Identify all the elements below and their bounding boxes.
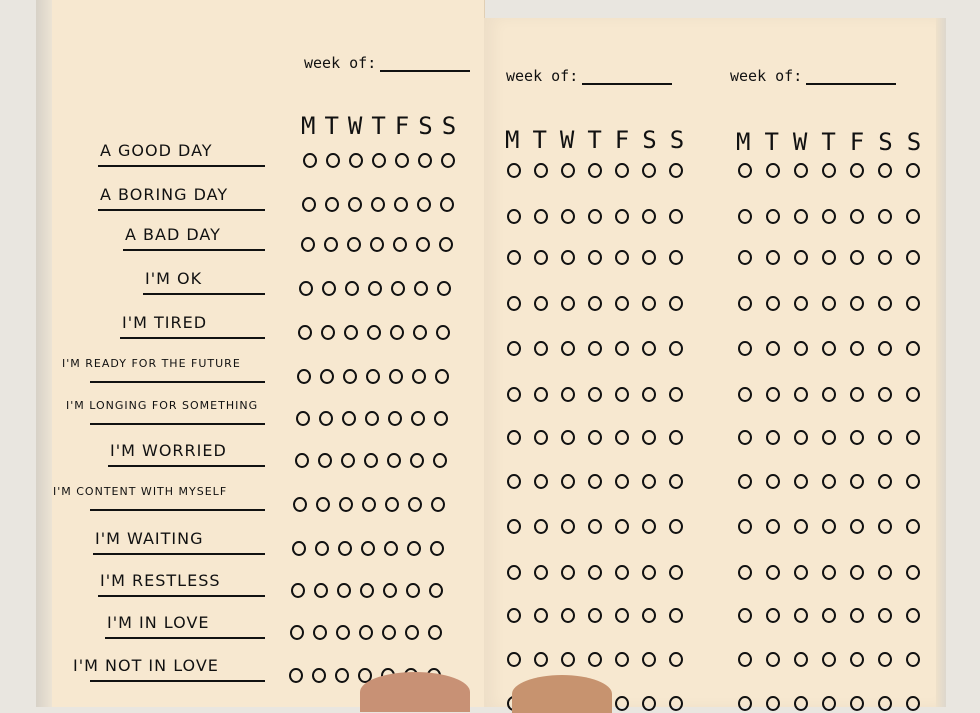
day-checkbox[interactable] [507,652,521,667]
day-checkbox[interactable] [418,153,432,168]
day-checkbox[interactable] [738,387,752,402]
day-checkbox[interactable] [416,237,430,252]
day-checkbox[interactable] [507,296,521,311]
day-checkbox[interactable] [588,519,602,534]
day-checkbox[interactable] [738,209,752,224]
day-checkbox[interactable] [878,250,892,265]
day-checkbox[interactable] [878,519,892,534]
day-checkbox[interactable] [669,696,683,711]
day-checkbox[interactable] [850,696,864,711]
day-checkbox[interactable] [794,250,808,265]
day-checkbox[interactable] [291,583,305,598]
day-checkbox[interactable] [794,608,808,623]
week-of-text: week of: [304,54,377,72]
day-checkbox[interactable] [642,519,656,534]
day-checkbox[interactable] [878,565,892,580]
day-checkbox[interactable] [393,237,407,252]
day-checkbox[interactable] [850,474,864,489]
day-checkbox[interactable] [850,209,864,224]
day-checkbox[interactable] [320,369,334,384]
day-checkbox[interactable] [906,387,920,402]
day-checkbox[interactable] [371,197,385,212]
day-checkbox[interactable] [410,453,424,468]
day-checkbox[interactable] [766,519,780,534]
day-checkbox[interactable] [822,250,836,265]
day-checkbox[interactable] [429,583,443,598]
day-checkbox[interactable] [906,565,920,580]
day-checkbox[interactable] [822,296,836,311]
day-checkbox[interactable] [534,387,548,402]
day-checkbox[interactable] [588,209,602,224]
mood-underline [120,337,265,339]
day-checkbox[interactable] [850,387,864,402]
day-checkbox[interactable] [440,197,454,212]
mood-label: I'M READY FOR THE FUTURE [62,357,241,370]
day-checkbox[interactable] [405,625,419,640]
day-checkbox[interactable] [507,163,521,178]
day-checkbox[interactable] [561,430,575,445]
day-checkbox[interactable] [850,652,864,667]
day-checkbox[interactable] [850,341,864,356]
day-checkbox[interactable] [878,296,892,311]
thumb [512,675,612,713]
mood-label: I'M IN LOVE [107,613,210,632]
day-checkbox[interactable] [878,474,892,489]
day-checkbox[interactable] [561,296,575,311]
day-checkbox[interactable] [615,209,629,224]
day-checkbox[interactable] [906,341,920,356]
day-checkbox[interactable] [406,583,420,598]
day-checkbox[interactable] [906,474,920,489]
day-checkbox[interactable] [738,430,752,445]
day-checkbox[interactable] [439,237,453,252]
day-checkbox[interactable] [642,430,656,445]
day-checkbox[interactable] [766,565,780,580]
day-checkbox[interactable] [507,565,521,580]
day-checkbox[interactable] [394,197,408,212]
day-checkbox[interactable] [411,411,425,426]
day-checkbox[interactable] [534,652,548,667]
day-checkbox[interactable] [642,250,656,265]
mood-underline [90,423,265,425]
day-checkbox[interactable] [822,696,836,711]
day-checkbox[interactable] [766,250,780,265]
day-checkbox[interactable] [878,696,892,711]
day-checkbox[interactable] [794,387,808,402]
day-checkbox[interactable] [347,237,361,252]
day-checkbox[interactable] [301,237,315,252]
day-checkbox[interactable] [615,341,629,356]
day-checkbox[interactable] [561,163,575,178]
day-checkbox[interactable] [906,296,920,311]
day-checkbox[interactable] [669,652,683,667]
day-checkbox[interactable] [303,153,317,168]
day-checkbox[interactable] [534,341,548,356]
day-checkbox[interactable] [669,519,683,534]
day-checkbox[interactable] [906,608,920,623]
day-checkbox[interactable] [588,652,602,667]
day-checkbox[interactable] [561,250,575,265]
day-checkbox[interactable] [370,237,384,252]
mood-underline [98,595,265,597]
day-checkbox[interactable] [878,341,892,356]
day-checkbox[interactable] [906,696,920,711]
day-checkbox[interactable] [878,209,892,224]
day-checkbox[interactable] [359,625,373,640]
day-checkbox[interactable] [906,250,920,265]
day-checkbox[interactable] [615,519,629,534]
day-checkbox[interactable] [766,652,780,667]
day-checkbox[interactable] [615,250,629,265]
mood-label: I'M RESTLESS [100,571,221,590]
week-of-text: week of: [730,67,803,85]
day-checkbox[interactable] [534,474,548,489]
day-checkbox[interactable] [669,296,683,311]
day-checkbox[interactable] [507,474,521,489]
day-checkbox[interactable] [312,668,326,683]
day-checkbox[interactable] [561,387,575,402]
day-checkbox[interactable] [669,209,683,224]
week-of-label-1 [304,54,470,72]
day-checkbox[interactable] [738,163,752,178]
day-checkbox[interactable] [534,430,548,445]
day-checkbox[interactable] [342,411,356,426]
day-checkbox[interactable] [766,341,780,356]
mood-underline [143,293,265,295]
day-checkbox[interactable] [615,474,629,489]
day-checkbox[interactable] [669,565,683,580]
day-checkbox[interactable] [314,583,328,598]
day-checkbox[interactable] [534,608,548,623]
day-checkbox[interactable] [615,696,629,711]
weekday-header-1: MTWTFSS [301,112,466,140]
mood-label: I'M TIRED [122,313,208,332]
weekday-header-3: MTWTFSS [736,128,936,156]
day-checkbox[interactable] [906,430,920,445]
day-checkbox[interactable] [588,163,602,178]
day-checkbox[interactable] [642,209,656,224]
day-checkbox[interactable] [588,565,602,580]
day-checkbox[interactable] [642,341,656,356]
day-checkbox[interactable] [794,430,808,445]
day-checkbox[interactable] [348,197,362,212]
day-checkbox[interactable] [360,583,374,598]
day-checkbox[interactable] [738,341,752,356]
day-checkbox[interactable] [295,453,309,468]
day-checkbox[interactable] [615,163,629,178]
day-checkbox[interactable] [383,583,397,598]
day-checkbox[interactable] [324,237,338,252]
day-checkbox[interactable] [794,519,808,534]
day-checkbox[interactable] [766,430,780,445]
day-checkbox[interactable] [507,430,521,445]
weekday-header-2: MTWTFSS [505,126,698,154]
day-checkbox[interactable] [822,387,836,402]
day-checkbox[interactable] [395,153,409,168]
day-checkbox[interactable] [669,163,683,178]
day-checkbox[interactable] [507,209,521,224]
mood-label: A BORING DAY [100,185,229,204]
day-checkbox[interactable] [561,474,575,489]
day-checkbox[interactable] [850,296,864,311]
mood-label: I'M LONGING FOR SOMETHING [66,399,259,412]
day-checkbox[interactable] [313,625,327,640]
day-checkbox[interactable] [878,163,892,178]
day-checkbox[interactable] [794,652,808,667]
day-checkbox[interactable] [534,565,548,580]
day-checkbox[interactable] [588,341,602,356]
day-checkbox[interactable] [341,453,355,468]
day-checkbox[interactable] [561,565,575,580]
day-checkbox[interactable] [822,163,836,178]
right-page [484,18,936,707]
day-checkbox[interactable] [534,163,548,178]
day-checkbox[interactable] [738,565,752,580]
day-checkbox[interactable] [534,519,548,534]
day-checkbox[interactable] [434,411,448,426]
day-checkbox[interactable] [297,369,311,384]
day-checkbox[interactable] [343,369,357,384]
day-checkbox[interactable] [615,652,629,667]
day-checkbox[interactable] [878,387,892,402]
day-checkbox[interactable] [906,519,920,534]
day-checkbox[interactable] [588,387,602,402]
day-checkbox[interactable] [822,519,836,534]
day-checkbox[interactable] [642,652,656,667]
thumb [360,672,470,712]
day-checkbox[interactable] [534,296,548,311]
day-checkbox[interactable] [766,296,780,311]
day-checkbox[interactable] [642,163,656,178]
day-checkbox[interactable] [441,153,455,168]
mood-underline [90,680,265,682]
day-checkbox[interactable] [382,625,396,640]
day-checkbox[interactable] [794,296,808,311]
day-checkbox[interactable] [364,453,378,468]
mood-label: A GOOD DAY [100,141,213,160]
day-checkbox[interactable] [906,163,920,178]
day-checkbox[interactable] [822,474,836,489]
day-checkbox[interactable] [906,209,920,224]
mood-underline [123,249,265,251]
day-checkbox[interactable] [561,209,575,224]
day-checkbox[interactable] [507,519,521,534]
day-checkbox[interactable] [337,583,351,598]
day-checkbox[interactable] [433,453,447,468]
day-checkbox[interactable] [738,608,752,623]
mood-underline [105,637,265,639]
day-checkbox[interactable] [850,608,864,623]
day-checkbox[interactable] [794,696,808,711]
mood-underline [90,381,265,383]
day-checkbox[interactable] [850,519,864,534]
day-checkbox[interactable] [822,430,836,445]
mood-underline [98,209,265,211]
day-checkbox[interactable] [615,565,629,580]
mood-underline [90,509,265,511]
week-of-text: week of: [506,67,579,85]
day-checkbox[interactable] [822,608,836,623]
mood-label: I'M WAITING [95,529,204,548]
day-checkbox[interactable] [387,453,401,468]
day-checkbox[interactable] [561,519,575,534]
day-checkbox[interactable] [642,696,656,711]
day-checkbox[interactable] [561,652,575,667]
day-checkbox[interactable] [738,296,752,311]
page-edge [936,18,946,707]
day-checkbox[interactable] [349,153,363,168]
day-checkbox[interactable] [325,197,339,212]
day-checkbox[interactable] [507,250,521,265]
day-checkbox[interactable] [822,652,836,667]
day-checkbox[interactable] [642,565,656,580]
day-checkbox[interactable] [794,474,808,489]
day-checkbox[interactable] [738,250,752,265]
week-of-label-2 [506,67,672,85]
day-checkbox[interactable] [335,668,349,683]
day-checkbox[interactable] [794,565,808,580]
day-checkbox[interactable] [669,250,683,265]
day-checkbox[interactable] [588,250,602,265]
day-checkbox[interactable] [561,341,575,356]
mood-underline [108,465,265,467]
day-checkbox[interactable] [738,474,752,489]
day-checkbox[interactable] [850,430,864,445]
day-checkbox[interactable] [878,430,892,445]
day-checkbox[interactable] [822,565,836,580]
day-checkbox[interactable] [642,296,656,311]
week-of-blank [582,83,672,85]
day-checkbox[interactable] [766,387,780,402]
day-checkbox[interactable] [319,411,333,426]
day-checkbox[interactable] [388,411,402,426]
day-checkbox[interactable] [642,608,656,623]
day-checkbox[interactable] [561,608,575,623]
day-checkbox[interactable] [669,387,683,402]
day-checkbox[interactable] [794,209,808,224]
day-checkbox[interactable] [534,250,548,265]
day-checkbox[interactable] [850,250,864,265]
day-checkbox[interactable] [738,519,752,534]
day-checkbox[interactable] [302,197,316,212]
day-checkbox[interactable] [412,369,426,384]
day-checkbox[interactable] [766,209,780,224]
mood-underline [93,553,265,555]
left-page [52,0,485,707]
day-checkbox[interactable] [615,387,629,402]
day-checkbox[interactable] [669,474,683,489]
day-checkbox[interactable] [794,163,808,178]
day-checkbox[interactable] [588,430,602,445]
day-checkbox[interactable] [906,652,920,667]
day-checkbox[interactable] [326,153,340,168]
day-checkbox[interactable] [507,608,521,623]
day-checkbox[interactable] [417,197,431,212]
day-checkbox[interactable] [372,153,386,168]
day-checkbox[interactable] [878,652,892,667]
week-of-label-3 [730,67,896,85]
day-checkbox[interactable] [850,565,864,580]
day-checkbox[interactable] [318,453,332,468]
day-checkbox[interactable] [766,163,780,178]
day-checkbox[interactable] [669,430,683,445]
day-checkbox[interactable] [289,668,303,683]
day-checkbox[interactable] [336,625,350,640]
day-checkbox[interactable] [669,608,683,623]
mood-label: I'M CONTENT WITH MYSELF [53,485,228,498]
day-checkbox[interactable] [794,341,808,356]
day-checkbox[interactable] [296,411,310,426]
day-checkbox[interactable] [588,296,602,311]
day-checkbox[interactable] [615,430,629,445]
day-checkbox[interactable] [365,411,379,426]
week-of-blank [380,70,470,72]
day-checkbox[interactable] [738,652,752,667]
week-of-blank [806,83,896,85]
mood-label: I'M OK [145,269,203,288]
day-checkbox[interactable] [669,341,683,356]
day-checkbox[interactable] [588,608,602,623]
day-checkbox[interactable] [435,369,449,384]
day-checkbox[interactable] [822,341,836,356]
day-checkbox[interactable] [766,696,780,711]
mood-label: I'M WORRIED [110,441,227,460]
day-checkbox[interactable] [738,696,752,711]
day-checkbox[interactable] [389,369,403,384]
day-checkbox[interactable] [507,341,521,356]
mood-label: I'M NOT IN LOVE [73,656,219,675]
day-checkbox[interactable] [588,474,602,489]
mood-underline [98,165,265,167]
day-checkbox[interactable] [428,625,442,640]
day-checkbox[interactable] [615,608,629,623]
day-checkbox[interactable] [366,369,380,384]
day-checkbox[interactable] [507,387,521,402]
day-checkbox[interactable] [290,625,304,640]
day-checkbox[interactable] [822,209,836,224]
day-checkbox[interactable] [850,163,864,178]
day-checkbox[interactable] [766,474,780,489]
day-checkbox[interactable] [766,608,780,623]
day-checkbox[interactable] [615,296,629,311]
mood-label: A BAD DAY [125,225,221,244]
day-checkbox[interactable] [642,474,656,489]
day-checkbox[interactable] [534,209,548,224]
day-checkbox[interactable] [642,387,656,402]
day-checkbox[interactable] [878,608,892,623]
